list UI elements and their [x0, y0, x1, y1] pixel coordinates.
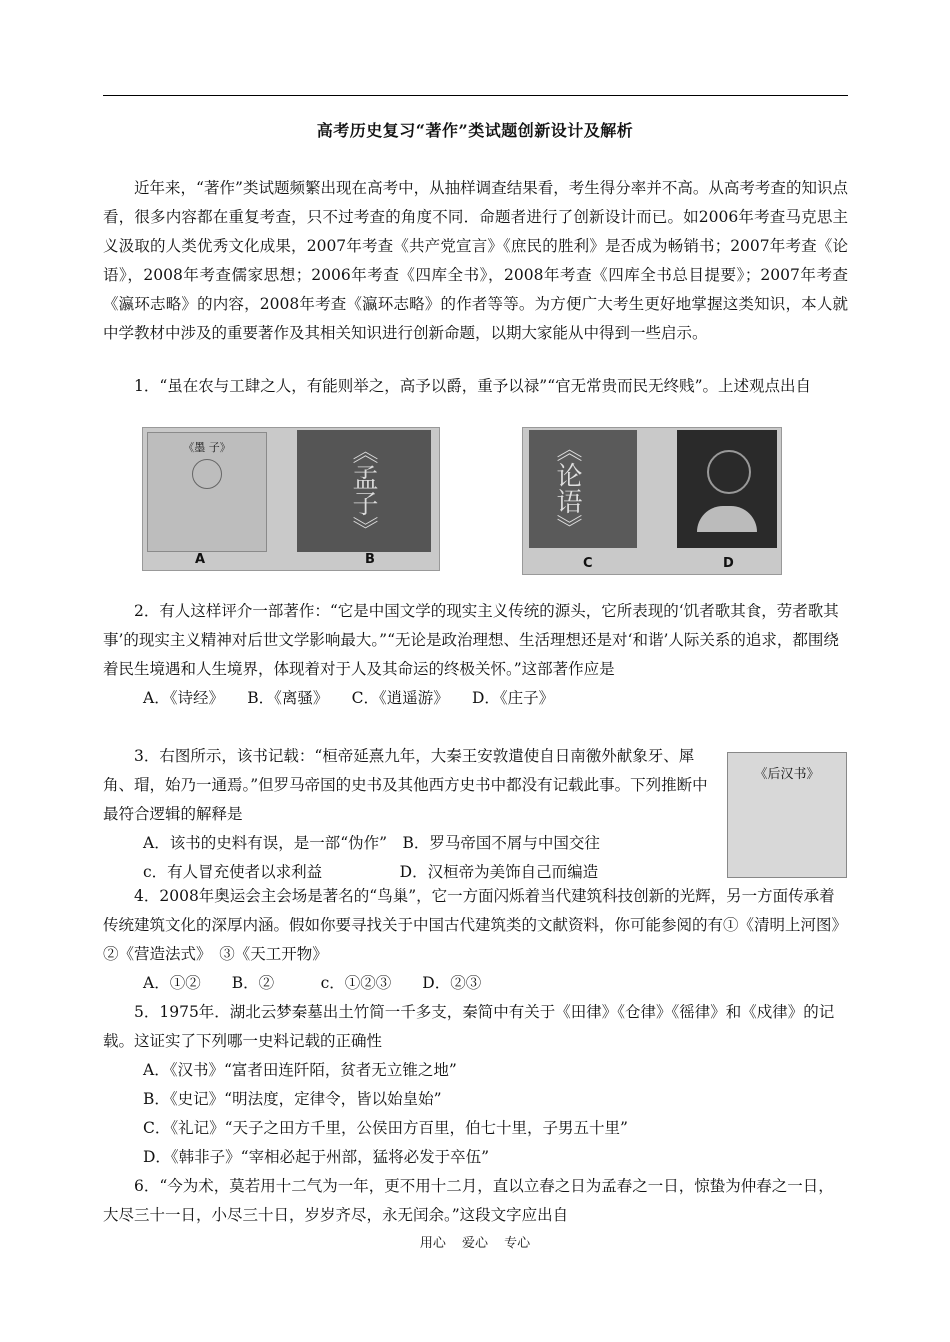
intro-paragraph: 近年来，“著作”类试题频繁出现在高考中，从抽样调查结果看，考生得分率并不高。从高考考查的知识点看，很多内容都在重复考查，只不过考查的角度不同．命题者进行了创新设计而已。如2006年考查马克思主义汲取的人类优秀文化成果，2007年考查《共产党宣言》《庶民的胜利》是否成为畅销书；2007年考查《论语》，2008年考查儒家思想；2006年考查《四库全书》，2008年考查《四库全书总目提要》；2007年考查《瀛环志略》的内容，2008年考查《瀛环志略》的作者等等。为方便广大考生更好地掌握这类知识，本人就中学教材中涉及的重要著作及其相关知识进行创新命题，以期大家能从中得到一些启示。 [103, 179, 848, 342]
figure-label-d: D [723, 556, 734, 571]
questions-4-6 [103, 882, 848, 1230]
question-2-stem: 2．有人这样评介一部著作：“它是中国文学的现实主义传统的源头，它所表现的‘饥者歌其食，劳者歌其事’的现实主义精神对后世文学影响最大。”“无论是政治理想、生活理想还是对‘和谐’人际关系的追求，都围绕着民生境遇和人生境界，体现着对于人及其命运的终极关怀。”这部著作应是 [103, 602, 839, 678]
question-5-option-d: D．《韩非子》“宰相必起于州部，猛将必发于卒伍” [143, 1148, 490, 1166]
question-2 [103, 597, 848, 713]
figure-label-b: B [365, 552, 375, 567]
question-5-option-c: C．《礼记》“天子之田方千里，公侯田方百里，伯七十里，子男五十里” [143, 1119, 628, 1137]
mozi-emblem [192, 459, 222, 489]
question-3-stem: 3．右图所示，该书记载：“桓帝延熹九年，大秦王安敦遣使自日南徼外献象牙、犀角、瑁，始乃一通焉。”但罗马帝国的史书及其他西方史书中都没有记载此事。下列推断中最符合逻辑的解释是 [103, 747, 708, 823]
question-3-options-ab: A．该书的史料有误，是一部“伪作” B．罗马帝国不屑与中国交往 [143, 834, 600, 852]
question-3-options-cd: c．有人冒充使者以求利益 D．汉桓帝为美饰自己而编造 [143, 863, 599, 881]
footer-text-2: 爱心 [461, 1236, 488, 1251]
figure-label-a: A [195, 552, 206, 567]
book-d-fan [697, 506, 757, 532]
footer-text-3: 专心 [504, 1236, 531, 1251]
page-footer [0, 1232, 950, 1251]
question-3 [103, 742, 713, 887]
question-5-option-a: A．《汉书》“富者田连阡陌，贫者无立锥之地” [143, 1061, 457, 1079]
question-2-options: A．《诗经》 B．《离骚》 C．《逍遥游》 D．《庄子》 [143, 689, 555, 707]
figure-label-c: C [583, 556, 593, 571]
question-4-stem: 4．2008年奥运会主会场是著名的“鸟巢”，它一方面闪烁着当代建筑科技创新的光辉，另一方面传承着传统建筑文化的深厚内涵。假如你要寻找关于中国古代建筑类的文献资料，你可能参阅的有①《清明上河图》②《营造法式》 ③《天工开物》 [103, 887, 848, 963]
book-cover-houhanshu [727, 752, 847, 878]
lunyu-title: 《论语》 [552, 436, 582, 540]
header-rule [103, 95, 848, 96]
question-6-stem: 6．“今为术，莫若用十二气为一年，更不用十二月，直以立春之日为孟春之一日，惊蛰为仲春之一日，大尽三十一日，小尽三十日，岁岁齐尽，永无闰余。”这段文字应出自 [103, 1177, 834, 1224]
question-1-stem: 1．“虽在农与工肆之人，有能则举之，高予以爵，重予以禄”“官无常贵而民无终贱”。上述观点出自 [134, 377, 812, 395]
mozi-title: 《墨 子》 [183, 441, 231, 454]
book-cover-mengzi [297, 430, 431, 552]
book-cover-lunyu [529, 430, 637, 548]
mengzi-title: 《孟子》 [348, 438, 378, 542]
book-d-emblem [707, 450, 751, 494]
figure-cd [522, 427, 782, 575]
question-4-options: A．①② B．② c．①②③ D．②③ [143, 974, 482, 992]
houhanshu-title: 《后汉书》 [754, 767, 820, 782]
footer-text-1: 用心 [419, 1236, 446, 1251]
question-5-stem: 5．1975年．湖北云梦秦墓出土竹简一千多支，秦简中有关于《田律》《仓律》《徭律》和《戍律》的记载。这证实了下列哪一史料记载的正确性 [103, 1003, 835, 1050]
book-cover-d [677, 430, 777, 548]
question-5-option-b: B．《史记》“明法度，定律令，皆以始皇始” [143, 1090, 442, 1108]
figure-ab [142, 427, 440, 571]
book-cover-mozi [147, 432, 267, 552]
page-title: 高考历史复习“著作”类试题创新设计及解析 [316, 121, 634, 140]
